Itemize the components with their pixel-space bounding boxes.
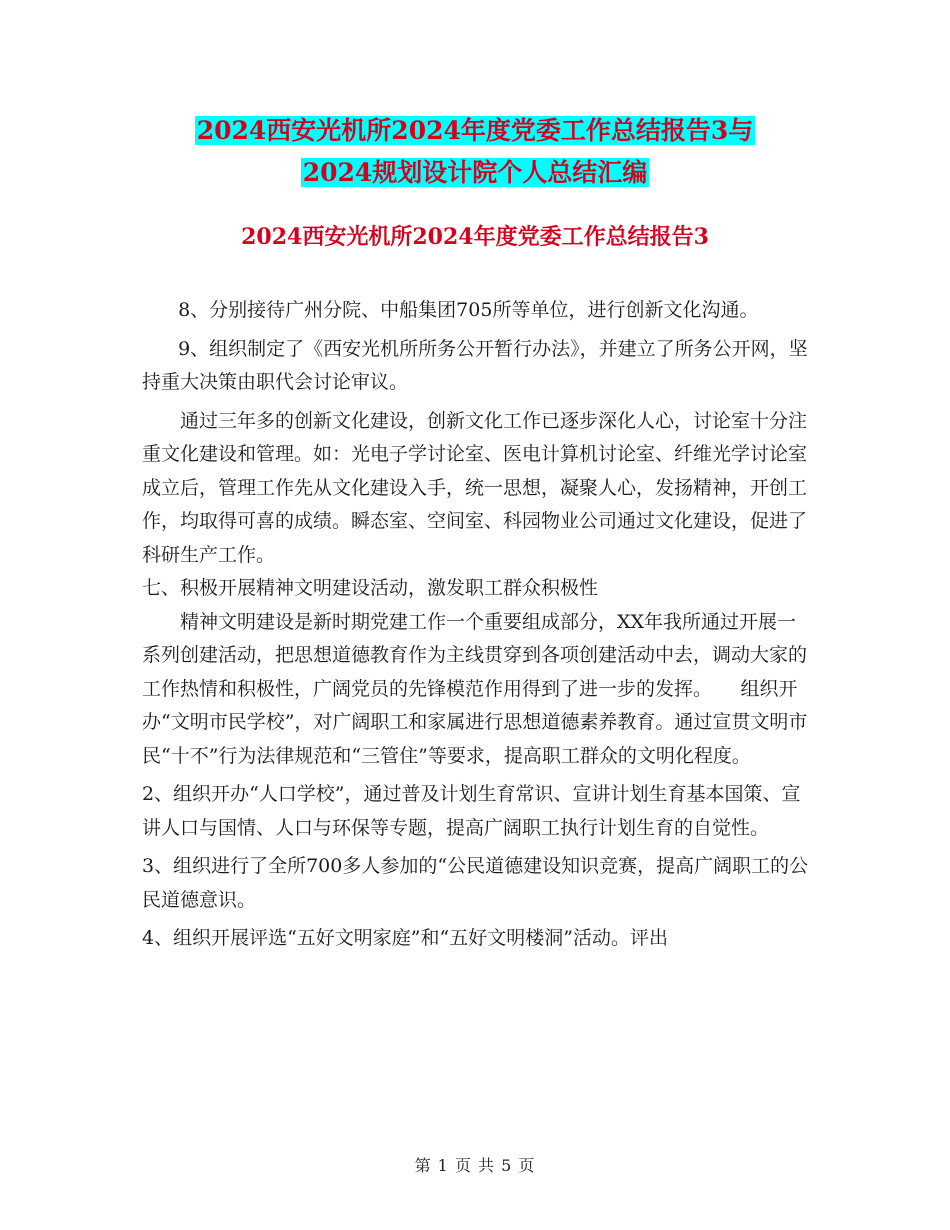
list-item: 2、组织开办“人口学校”，通过普及计划生育常识、宣讲计划生育基本国策、宣讲人口与国情、人口与环保等专题，提高广阔职工执行计划生育的自觉性。 — [142, 783, 801, 839]
list-item: 3、组织进行了全所700多人参加的“公民道德建设知识竞赛，提高广阔职工的公民道德意识。 — [142, 855, 809, 911]
document-title-line-1: 2024西安光机所2024年度党委工作总结报告3与 — [196, 116, 754, 145]
section-heading: 七、积极开展精神文明建设活动，激发职工群众积极性 — [142, 577, 599, 599]
document-body — [142, 294, 810, 956]
section-title: 2024西安光机所2024年度党委工作总结报告3 — [241, 224, 709, 250]
list-item: 4、组织开展评选“五好文明家庭”和“五好文明楼洞”活动。评出 — [142, 927, 668, 949]
paragraph: 通过三年多的创新文化建设，创新文化工作已逐步深化人心，讨论室十分注重文化建设和管理。如：光电子学讨论室、医电计算机讨论室、纤维光学讨论室成立后，管理工作先从文化建设入手，统一思想，凝聚人心，发扬精神，开创工作，均取得可喜的成绩。瞬态室、空间室、科园物业公司通过文化建设，促进了科研生产工作。 — [142, 409, 808, 566]
document-title-line-2: 2024规划设计院个人总结汇编 — [302, 158, 648, 187]
paragraph: 9、组织制定了《西安光机所所务公开暂行办法》，并建立了所务公开网，坚持重大决策由职代会讨论审议。 — [142, 337, 808, 393]
paragraph: 精神文明建设是新时期党建工作一个重要组成部分，XX年我所通过开展一系列创建活动，把思想道德教育作为主线贯穿到各项创建活动中去，调动大家的工作热情和积极性，广阔党员的先锋模范作用得到了进一步的发挥。 组织开办“文明市民学校”，对广阔职工和家属进行思想道德素养教育。通过宣贯文明市民“十不”行为法律规范和“三管住”等要求，提高职工群众的文明化程度。 — [142, 610, 808, 767]
page-footer: 第 1 页 共 5 页 — [414, 1156, 536, 1175]
paragraph: 8、分别接待广州分院、中船集团705所等单位，进行创新文化沟通。 — [178, 299, 759, 321]
